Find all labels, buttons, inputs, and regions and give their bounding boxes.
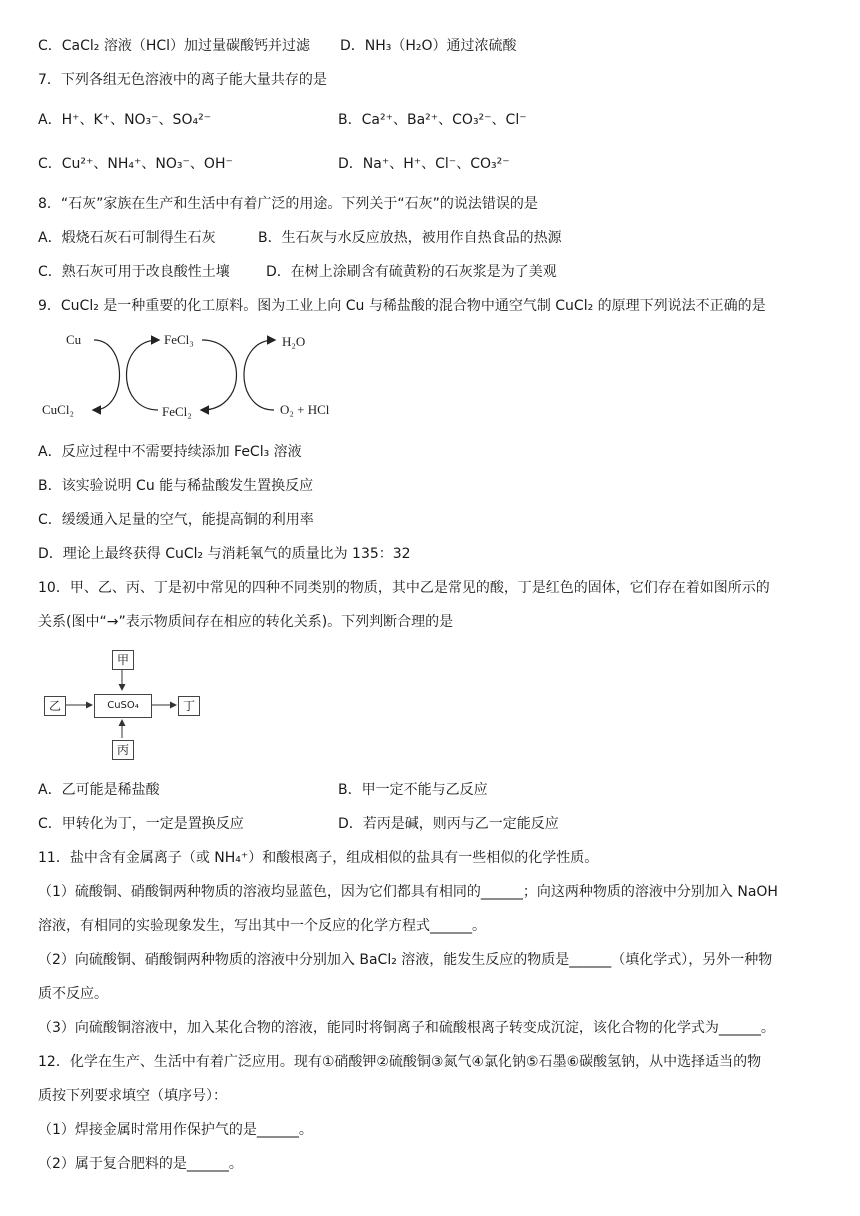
q9-label-cu: Cu: [66, 332, 82, 347]
q9-label-h2o: H₂O: [282, 334, 306, 349]
q10-box-cuso4: CuSO₄: [94, 694, 152, 718]
q12-stem-line2: 质按下列要求填空（填序号）：: [38, 1088, 227, 1104]
q8-option-b: B．生石灰与水反应放热，被用作自热食品的热源: [258, 230, 562, 246]
q10-option-b: B．甲一定不能与乙反应: [338, 782, 488, 798]
q11-part2-line2: 质不反应。: [38, 986, 108, 1002]
q7-option-b: B．Ca²⁺、Ba²⁺、CO₃²⁻、Cl⁻: [338, 112, 527, 128]
q10-option-d: D．若丙是碱，则丙与乙一定能反应: [338, 816, 559, 832]
q9-label-fecl2: FeCl₂: [162, 404, 192, 419]
q8-option-a: A．煅烧石灰石可制得生石灰: [38, 230, 216, 246]
q9-option-d: D．理论上最终获得 CuCl₂ 与消耗氧气的质量比为 135：32: [38, 546, 411, 562]
q11-part1-line2: 溶液，有相同的实验现象发生，写出其中一个反应的化学方程式______。: [38, 918, 486, 934]
q9-option-a: A．反应过程中不需要持续添加 FeCl₃ 溶液: [38, 444, 302, 460]
q11-part3: （3）向硫酸铜溶液中，加入某化合物的溶液，能同时将铜离子和硫酸根离子转变成沉淀，该化合物的化学式为______。: [38, 1020, 775, 1036]
q10-stem-line1: 10．甲、乙、丙、丁是初中常见的四种不同类别的物质，其中乙是常见的酸，丁是红色的固体，它们存在着如图所示的: [38, 580, 770, 596]
q9-stem: 9．CuCl₂ 是一种重要的化工原料。图为工业上向 Cu 与稀盐酸的混合物中通空气制 CuCl₂ 的原理下列说法不正确的是: [38, 298, 766, 314]
q10-box-ding: 丁: [178, 696, 200, 716]
q10-option-a: A．乙可能是稀盐酸: [38, 782, 160, 798]
q8-stem: 8．“石灰”家族在生产和生活中有着广泛的用途。下列关于“石灰”的说法错误的是: [38, 196, 538, 212]
q12-stem-line1: 12．化学在生产、生活中有着广泛应用。现有①硝酸钾②硫酸铜③氮气④氯化钠⑤石墨⑥碳酸氢钠，从中选择适当的物: [38, 1054, 762, 1070]
q7-option-d: D．Na⁺、H⁺、Cl⁻、CO₃²⁻: [338, 156, 510, 172]
q9-option-b: B．该实验说明 Cu 能与稀盐酸发生置换反应: [38, 478, 314, 494]
q7-option-a: A．H⁺、K⁺、NO₃⁻、SO₄²⁻: [38, 112, 212, 128]
q11-part1-line1: （1）硫酸铜、硝酸铜两种物质的溶液均显蓝色，因为它们都具有相同的______；向这两种物质的溶液中分别加入 NaOH: [38, 884, 778, 900]
q10-box-yi: 乙: [44, 696, 66, 716]
q9-label-cucl2: CuCl₂: [42, 402, 74, 417]
q10-box-jia: 甲: [112, 650, 134, 670]
q10-box-bing: 丙: [112, 740, 134, 760]
q10-stem-line2: 关系(图中“→”表示物质间存在相应的转化关系)。下列判断合理的是: [38, 614, 454, 630]
q12-part1: （1）焊接金属时常用作保护气的是______。: [38, 1122, 313, 1138]
q6-option-c: C．CaCl₂ 溶液（HCl）加过量碳酸钙并过滤: [38, 38, 311, 54]
q7-stem: 7．下列各组无色溶液中的离子能大量共存的是: [38, 72, 327, 88]
q10-option-c: C．甲转化为丁，一定是置换反应: [38, 816, 244, 832]
q12-part2: （2）属于复合肥料的是______。: [38, 1156, 243, 1172]
q7-option-c: C．Cu²⁺、NH₄⁺、NO₃⁻、OH⁻: [38, 156, 233, 172]
q8-option-c: C．熟石灰可用于改良酸性土壤: [38, 264, 230, 280]
q11-part2-line1: （2）向硫酸铜、硝酸铜两种物质的溶液中分别加入 BaCl₂ 溶液，能发生反应的物质是______（填化学式），另外一种物: [38, 952, 773, 968]
q11-stem: 11．盐中含有金属离子（或 NH₄⁺）和酸根离子，组成相似的盐具有一些相似的化学性质。: [38, 850, 599, 866]
q9-label-o2-hcl: O₂ + HCl: [280, 402, 330, 417]
q6-option-d: D．NH₃（H₂O）通过浓硫酸: [340, 38, 517, 54]
q8-option-d: D．在树上涂刷含有硫黄粉的石灰浆是为了美观: [266, 264, 557, 280]
q10-relation-diagram: [38, 646, 218, 764]
q9-label-fecl3: FeCl₃: [164, 332, 194, 347]
q9-cycle-diagram: [38, 326, 358, 430]
q9-option-c: C．缓缓通入足量的空气，能提高铜的利用率: [38, 512, 314, 528]
